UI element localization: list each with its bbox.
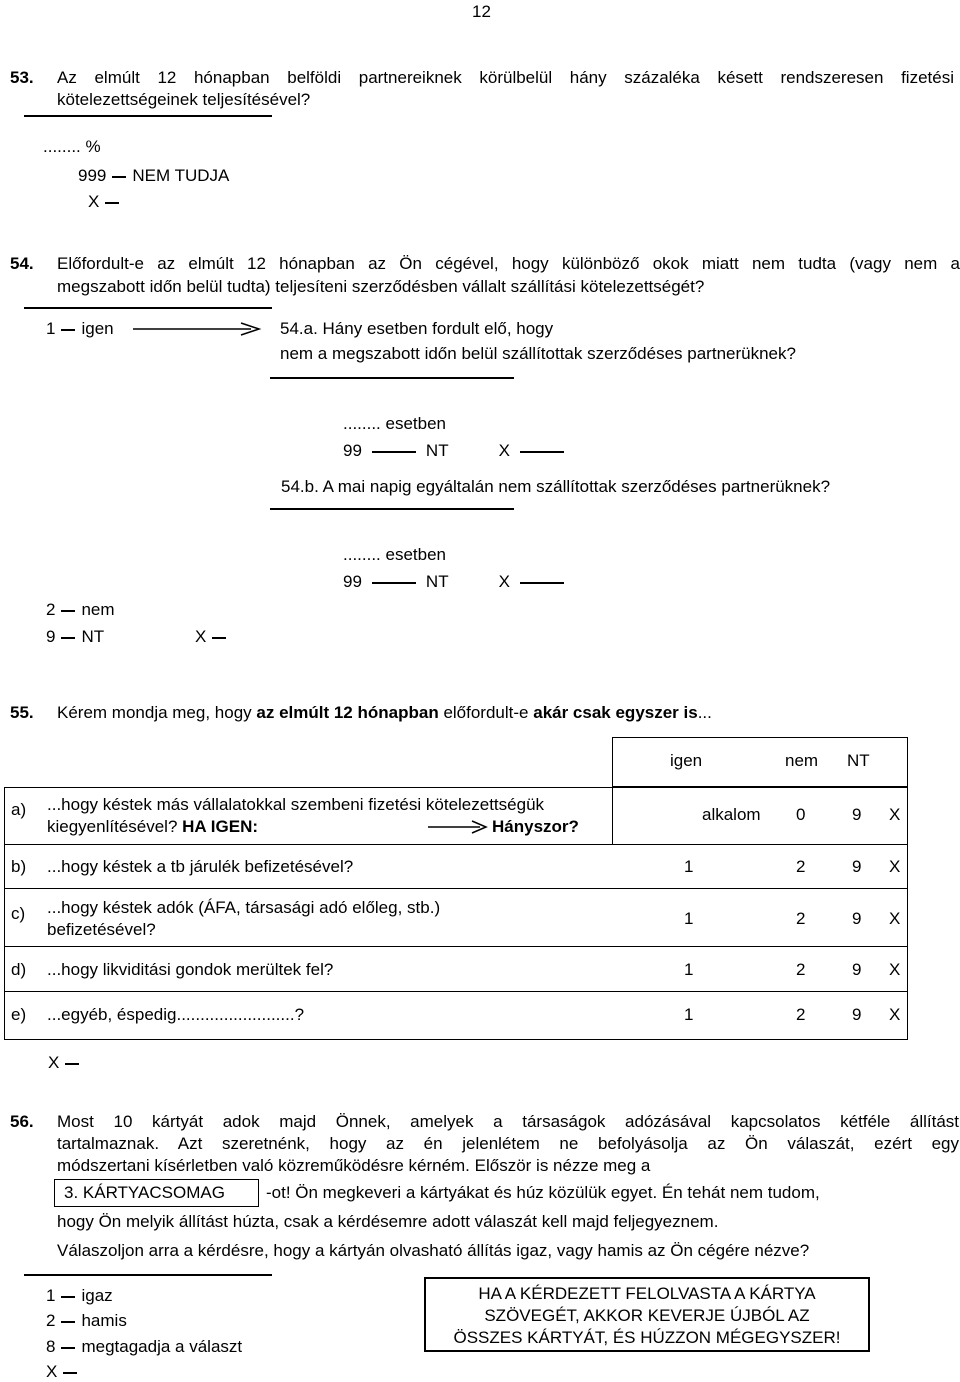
q53-option-999 (78, 166, 229, 186)
q55-row-b-code-x: X (889, 857, 901, 876)
row-divider (4, 946, 908, 947)
q56-option-megtagadja: 8 megtagadja a választ (46, 1337, 243, 1356)
q53-number: 53. (10, 68, 34, 87)
q54a-answer: ........ esetben (343, 414, 447, 433)
q55-row-d-text: ...hogy likviditási gondok merültek fel? (47, 960, 334, 979)
q54a-line2: nem a megszabott időn belül szállítottak szerződéses partnerüknek? (280, 344, 796, 363)
q55-intro: Kérem mondja meg, hogy az elmúlt 12 hónapban előfordult-e akár csak egyszer is... (57, 703, 712, 722)
q53-text-line1: Az elmúlt 12 hónapban belföldi partnereiknek körülbelül hány százaléka késett rendszeresen fizetési (57, 68, 954, 87)
q55-row-b-text: ...hogy késtek a tb járulék befizetésével? (47, 857, 354, 876)
q54a-label: 54.a. Hány esetben fordult elő, hogy (280, 319, 554, 338)
q55-header-nt: NT (847, 751, 870, 770)
q53-code-999: 999 (78, 166, 107, 185)
q56-text-line5: hogy Ön melyik állítást húzta, csak a kérdésemre adott válaszát kell majd feljegyeznem. (57, 1212, 719, 1231)
q55-row-e-text: ...egyéb, éspedig.........................? (47, 1005, 305, 1024)
q54-label-igen: igen (81, 319, 114, 338)
q54-option-nem: 2 nem (46, 600, 115, 619)
q55-row-d-code-1: 1 (684, 960, 694, 979)
q55-row-a-hanyszor: Hányszor? (492, 817, 579, 836)
q56-text-line4: -ot! Ön megkeveri a kártyákat és húz közülük egyet. Én tehát nem tudom, (266, 1183, 820, 1202)
q55-row-e-letter: e) (11, 1005, 27, 1024)
q54-number: 54. (10, 254, 34, 273)
q55-row-a-code-0: 0 (796, 805, 806, 824)
q55-row-c-text: ...hogy késtek adók (ÁFA, társasági adó előleg, stb.) (47, 898, 441, 917)
q56-text-line3: módszertani kísérletben való közreműködésre kérném. Először is nézze meg a (57, 1156, 651, 1175)
arrow-right-icon (133, 322, 263, 336)
q56-text-line6: Válaszoljon arra a kérdésre, hogy a kártyán olvasható állítás igaz, vagy hamis az Ön cégére nézve? (57, 1241, 810, 1260)
q55-row-e-code-9: 9 (852, 1005, 862, 1024)
q56-number: 56. (10, 1112, 34, 1131)
q55-row-e-code-x: X (889, 1005, 901, 1024)
q55-row-a-alkalom: alkalom (702, 805, 761, 824)
q55-row-c-code-2: 2 (796, 909, 806, 928)
q56-option-hamis: 2 hamis (46, 1311, 127, 1330)
q54-option-nt: 9 NT (46, 627, 105, 646)
row-divider (4, 888, 908, 889)
q56-option-igaz: 1 igaz (46, 1286, 113, 1305)
q55-row-d-letter: d) (11, 960, 27, 979)
page-number: 12 (472, 2, 491, 21)
q53-underline (24, 115, 272, 117)
q55-row-d-code-x: X (889, 960, 901, 979)
q54b-label: 54.b. A mai napig egyáltalán nem szállítottak szerződéses partnerüknek? (281, 477, 831, 496)
q56-text-line1: Most 10 kártyát adok majd Önnek, amelyek a társaságok adózásával kapcsolatos kétféle állítást (57, 1112, 959, 1131)
row-divider (4, 991, 908, 992)
q53-text-line2: kötelezettségeinek teljesítésével? (57, 90, 311, 109)
instruction-line3: ÖSSZES KÁRTYÁT, ÉS HÚZZON MÉGEGYSZER! (453, 1328, 841, 1347)
q55-row-b-letter: b) (11, 857, 27, 876)
arrow-right-icon (428, 820, 488, 834)
q55-row-b-code-9: 9 (852, 857, 862, 876)
instruction-line2: SZÖVEGÉT, AKKOR KEVERJE ÚJBÓL AZ (484, 1306, 810, 1325)
q55-row-c-text2: befizetésével? (47, 920, 156, 939)
q54b-underline (270, 508, 514, 510)
q53-label-nemtudja: NEM TUDJA (132, 166, 230, 185)
q55-row-a-code-9: 9 (852, 805, 862, 824)
q55-row-c-code-1: 1 (684, 909, 694, 928)
q55-row-d-code-2: 2 (796, 960, 806, 979)
q54a-underline (270, 377, 514, 379)
q54-text-line2: megszabott időn belül tudta) teljesíteni szerződésben vállalt szállítási kötelezettségét? (57, 277, 705, 296)
q54-option-igen (46, 319, 114, 339)
card-package-label: 3. KÁRTYACSOMAG (64, 1183, 225, 1202)
q55-number: 55. (10, 703, 34, 722)
q55-row-e-code-2: 2 (796, 1005, 806, 1024)
col-divider (612, 787, 613, 844)
q53-answer-percent: ........ % (43, 137, 101, 156)
q55-row-a-text2: kiegyenlítésével? HA IGEN: (47, 817, 259, 836)
q54-code-1: 1 (46, 319, 56, 338)
q55-row-e-code-1: 1 (684, 1005, 694, 1024)
q55-row-b-code-1: 1 (684, 857, 694, 876)
q55-row-d-code-9: 9 (852, 960, 862, 979)
q55-row-c-letter: c) (11, 904, 26, 923)
q54-option-x: X (195, 627, 232, 647)
q55-row-b-code-2: 2 (796, 857, 806, 876)
instruction-line1: HA A KÉRDEZETT FELOLVASTA A KÁRTYA (478, 1284, 816, 1303)
q54b-answer: ........ esetben (343, 545, 447, 564)
q56-underline (24, 1274, 272, 1276)
q56-option-x: X (46, 1362, 83, 1382)
q55-option-x: X (48, 1053, 85, 1073)
q54b-nt-option: 99 NT X (343, 572, 574, 592)
q55-row-c-code-x: X (889, 909, 901, 928)
q55-row-a-letter: a) (11, 800, 27, 819)
row-divider (4, 844, 908, 845)
q54a-nt-option: 99 NT X (343, 441, 574, 461)
q54-underline (24, 307, 272, 309)
q53-option-x: X (88, 192, 125, 212)
q54-text-line1: Előfordult-e az elmúlt 12 hónapban az Ön cégével, hogy különböző okok miatt nem tudta (vagy nem a (57, 254, 960, 273)
q55-header-igen: igen (670, 751, 703, 770)
q56-text-line2: tartalmaznak. Azt szeretnénk, hogy az én jelenlétem ne befolyásolja az Ön válaszát, ezért egy (57, 1134, 959, 1153)
q55-row-a-code-x: X (889, 805, 901, 824)
q55-row-c-code-9: 9 (852, 909, 862, 928)
q55-header-nem: nem (785, 751, 819, 770)
q55-row-a-text1: ...hogy késtek más vállalatokkal szembeni fizetési kötelezettségük (47, 795, 545, 814)
